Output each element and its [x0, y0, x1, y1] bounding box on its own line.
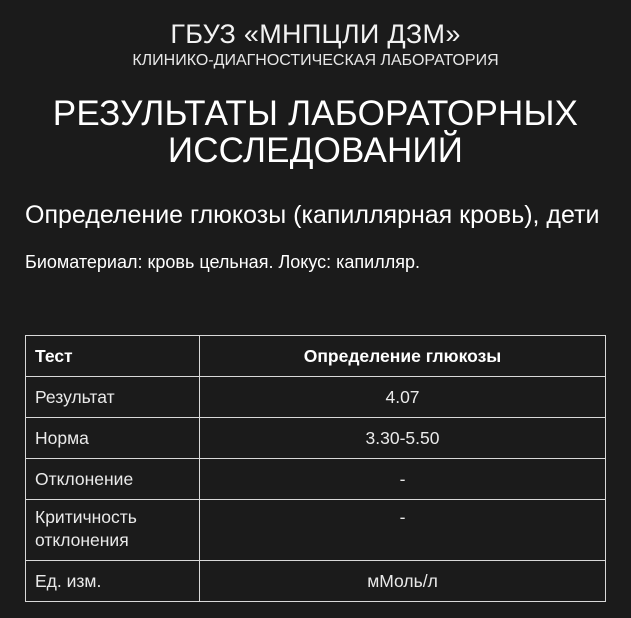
row-value: -	[200, 500, 606, 561]
row-value: -	[200, 459, 606, 500]
organization-name: ГБУЗ «МНПЦЛИ ДЗМ»	[170, 19, 461, 49]
table-row-units	[26, 561, 606, 602]
table-row-criticality	[26, 500, 606, 561]
table-row-result	[26, 377, 606, 418]
row-value: 4.07	[200, 377, 606, 418]
organization-header	[0, 18, 631, 71]
row-label: Отклонение	[26, 459, 200, 500]
test-title: Определение глюкозы (капиллярная кровь), дети	[25, 201, 600, 229]
table-row-deviation	[26, 459, 606, 500]
report-title: РЕЗУЛЬТАТЫ ЛАБОРАТОРНЫХ ИССЛЕДОВАНИЙ	[52, 94, 579, 170]
row-label: Норма	[26, 418, 200, 459]
row-label: Критичность отклонения	[26, 500, 200, 561]
biomaterial-info: Биоматериал: кровь цельная. Локус: капилляр.	[25, 252, 420, 272]
table-header-row	[26, 336, 606, 377]
row-label: Результат	[26, 377, 200, 418]
table-row-norm	[26, 418, 606, 459]
column-header-test: Тест	[26, 336, 200, 377]
row-value: 3.30-5.50	[200, 418, 606, 459]
organization-subtitle: КЛИНИКО-ДИАГНОСТИЧЕСКАЯ ЛАБОРАТОРИЯ	[132, 52, 499, 69]
column-header-test-name: Определение глюкозы	[200, 336, 606, 377]
results-table	[25, 335, 606, 602]
row-value: мМоль/л	[200, 561, 606, 602]
row-label: Ед. изм.	[26, 561, 200, 602]
